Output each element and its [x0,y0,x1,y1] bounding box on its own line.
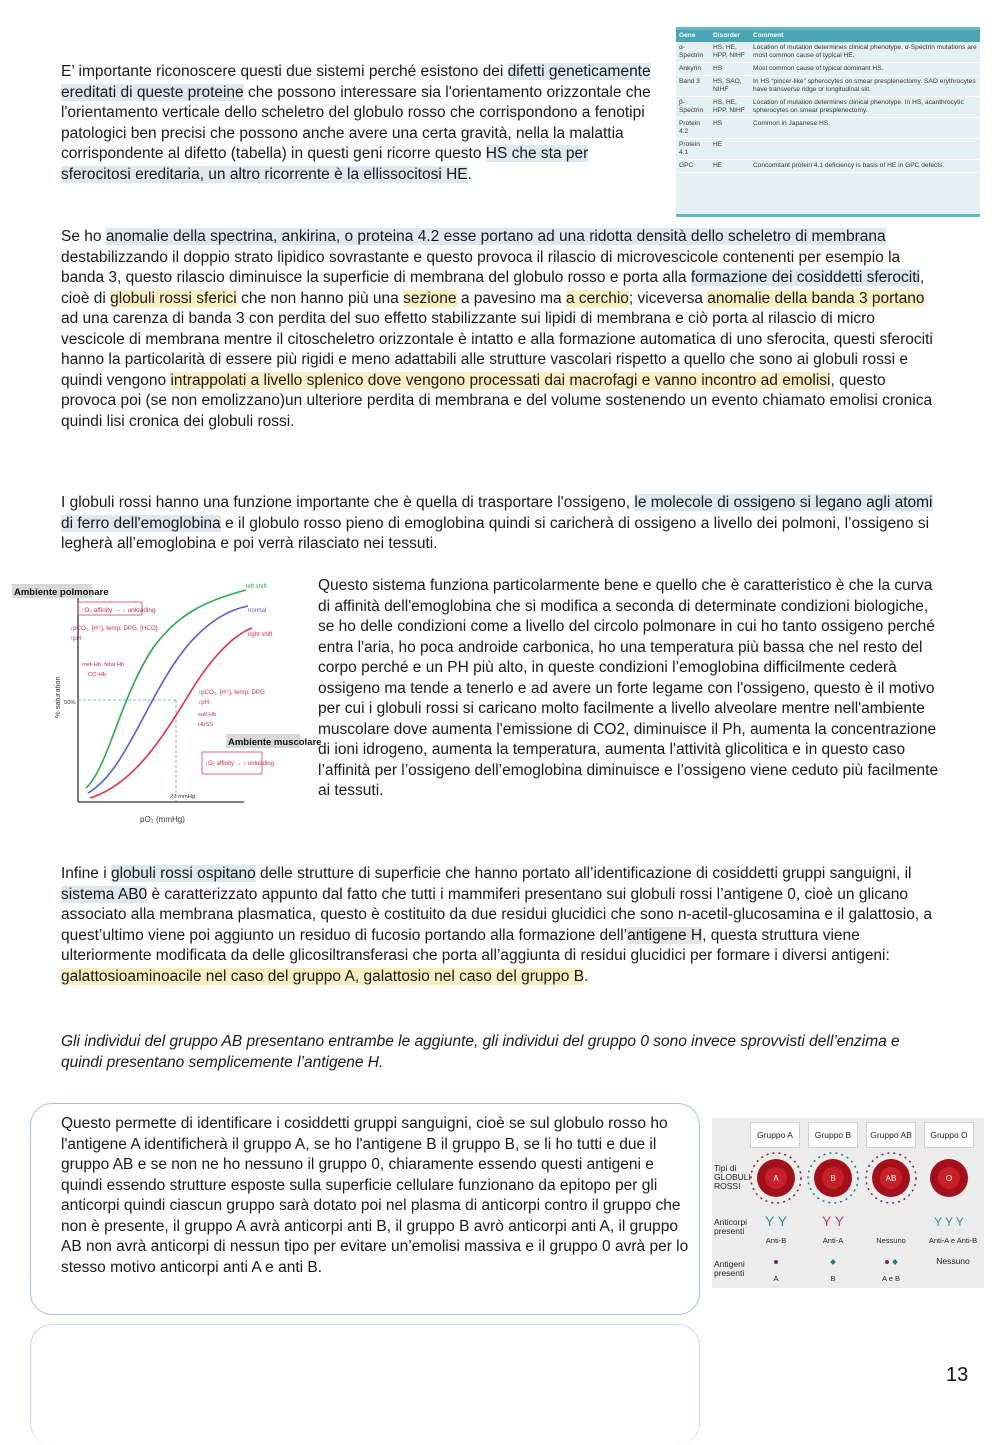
cell-label-b: B [830,1174,836,1183]
antigen-label-b: B [830,1274,836,1283]
table-row: α-Spectrin HS, HE, HPP, NIHF Location of mutation determines clinical phenotype. α-Spectrin mutations are most common cause of typical HE. [676,42,980,63]
antigen-label-o: Nessuno [936,1256,970,1266]
cell-label-a: A [773,1174,779,1183]
y-tick-50: 50% [64,700,76,706]
legend-normal: normal [248,608,267,614]
label-muscle: Ambiente muscolare [228,737,322,748]
red-cell-b [808,1153,858,1203]
x-tick-27: 27 mmHg [170,794,196,800]
page-number: 13 [946,1364,969,1386]
antibody-label-a: Anti-B [765,1236,787,1245]
cell-label-ab: AB [885,1174,897,1183]
paragraph-oxygen-transport: I globuli rossi hanno una funzione importante che è quella di trasportare l'ossigeno, le molecole di ossigeno si legano agli atomi di ferro dell'emoglobina e il globulo rosso pieno di emoglobina quindi si caricherà di ossigeno a livello dei polmoni, l’ossigeno si legherà all’emoglobina e poi verrà rilasciato nei tessuti. [61,494,933,552]
note-pulmonary-ph: ↑pH [70,635,82,642]
cell-label-o: O [945,1174,953,1183]
x-axis-label: pO₂ (mmHg) [140,815,185,824]
note-muscle-affinity: ↓O₂ affinity → ↑ unloading [205,761,274,767]
paragraph-spherocytes: Se ho anomalie della spectrina, ankirina, o proteina 4.2 esse portano ad una ridotta densità dello scheletro di membrana destabilizzando il doppio strato lipidico sovrastante e questo provoca il rilascio di microvescicole contenenti per esempio la banda 3, questo rilascio diminuisce la superficie di membrana del globulo rosso e porta alla formazione dei cosiddetti sferociti, cioè di globuli rossi sferici che non hanno più una sezione a pavesino ma a cerchio; viceversa anomalie della banda 3 portano ad una carenza di banda 3 con perdita del suo effetto stabilizzante sui lipidi di membrana e ciò porta al rilascio di micro vescicole di membrana mentre il citoscheletro orizzontale è intatto e alla formazione automatica di uno sferocita, questi sferociti hanno la particolarità di essere più rigidi e meno adattabili alle strutture vascolari rispetto a quello che sono ai globuli rossi e quindi vengono intrappolati a livello splenico dove vengono processati dai macrofagi e vanno incontro ad emolisi, questo provoca poi (se non emolizzano)un ulteriore perdita di membrana e del volume sostenendo un evento chiamato emolisi cronica quindi lisi cronica dei globuli rossi. [61,228,933,430]
legend-right-shift: right shift [248,632,273,638]
header-group-ab: Gruppo AB [866,1122,916,1148]
antibody-icon: Y Y [821,1213,845,1229]
note-pulmonary-hb: met-Hb, fetal Hb [82,662,125,668]
table-row: GPC HE Concomitant protein 4.1 deficiency is basis of HE in GPC defects. [676,160,980,173]
note-muscle-hbss: HbSS [198,722,214,728]
note-pulmonary-factors: ↓pCO₂, [H⁺], temp, DPG, [HCO] [70,625,158,632]
paragraph-group-identification: Questo permette di identificare i cosiddetti gruppi sanguigni, cioè se sul globulo rosso ho l'antigene A identificherà il gruppo A, se ho l'antigene B il gruppo B, se li ho tutti e due il gruppo AB e se non ne ho nessuno il gruppo 0, chiaramente essendo questi antigeni e quindi essendo strutture esposte sulla superficie cellulare funzionano da epitopo per gli anticorpi quindi ciascun gruppo sarà dotato poi nel plasma di anticorpi contro il gruppo che non è presente, il gruppo A avrà anticorpi anti B, il gruppo B avrò anticorpi anti A, il gruppo AB non avrà anticorpi di nessun tipo per evitare un’emolisi massiva e il gruppo 0 avrà per lo stesso motivo anticorpi anti A e anti B. [61,1115,689,1276]
antigen-label-ab: A e B [882,1274,900,1283]
paragraph-hs-defects: E’ importante riconoscere questi due sistemi perché esistono dei difetti geneticamente ereditati di queste proteine che possono interessare sia l'orientamento orizzontale che l'orientamento verticale dello scheletro del globulo rosso che corrispondono a fenotipi patologici ben precisi che possono anche avere una certa gravità, nella la malattia corrispondente al difetto (tabella) in questi geni ricorre questo HS che sta per sferocitosi ereditaria, un altro ricorrente è la ellissocitosi HE. [61,63,651,183]
y-axis-label: % saturation [53,676,62,718]
table-row: β-Spectrin HS, HE, HPP, NIHF Location of mutation determines clinical phenotype. In HS, acanthrocytic spherocytes on smear presplenectomy. [676,97,980,118]
note-muscle-sulf: sulf-Hb [198,712,217,718]
header-group-o: Gruppo O [924,1122,974,1148]
antibody-icon: Y Y [764,1213,788,1229]
table-header-disorder: Disorder [710,30,750,42]
table-row: Band 3 HS, SAO, NIHF In HS “pincer-like” spherocytes on smear presplenectomy. SAO erythrocytes have transverse ridge or longitudinal slit. [676,76,980,97]
antibody-label-ab: Nessuno [876,1236,906,1245]
header-group-a: Gruppo A [750,1122,800,1148]
note-pulmonary-affinity: ↑O₂ affinity → ↓ unloading [81,607,156,614]
table-header-gene: Gene [676,30,710,42]
legend-left-shift: left shift [246,584,267,590]
antigen-dot-a [774,1260,778,1264]
antibody-icon: Y Y Y [934,1215,964,1229]
gene-disorder-table [676,27,980,217]
antibody-label-o: Anti-A e Anti-B [928,1236,978,1245]
speech-bubble-empty [30,1324,700,1445]
red-cell-a [751,1153,801,1203]
curve-svg [8,578,322,834]
row-label-antibodies: Anticorpi presenti [714,1217,748,1236]
paragraph-affinity-curve: Questo sistema funziona particolarmente bene e quello che è caratteristico è che la curva di affinità dell'emoglobina che si modifica a seconda di determinate condizioni biologiche, se ho delle condizioni come a livello del circolo polmonare in cui ho tanto ossigeno perché entra l'aria, ho poca androide carbonica, ho una temperatura più bassa che nel resto del corpo perché e un PH più alto, in queste condizioni l’emoglobina difficilmente cederà ossigeno ma tende a tenerlo e ad avere un forte legame con l'ossigeno, questo è il motivo per cui i globuli rossi si caricano molto facilmente a livello alveolare mentre nell'ambiente muscolare dove aumenta l'emissione di CO2, diminuisce il Ph, aumenta la concentrazione di ioni idrogeno, aumenta la temperatura, aumenta l'attività glicolitica e in questo caso l’affinità per l’ossigeno dell’emoglobina diminuisce e l’ossigeno viene ceduto più facilmente ai tessuti. [318,577,939,799]
note-muscle-ph: ↓pH [198,699,210,706]
blood-group-figure [712,1118,984,1288]
table-row: Protein 4.2 HS Common in Japanese HS. [676,118,980,139]
row-label-antigens: Antigeni presenti [714,1259,745,1278]
paragraph-ab-zero: Gli individui del gruppo AB presentano entrambe le aggiunte, gli individui del gruppo 0 sono invece sprovvisti dell’enzima e quindi presentano semplicemente l’antigene H. [61,1033,900,1071]
table-row: Protein 4.1 HE [676,139,980,160]
paragraph-blood-groups: Infine i globuli rossi ospitano delle strutture di superficie che hanno portato all’identificazione di cosiddetti gruppi sanguigni, il sistema AB0 è caratterizzato appunto dal fatto che tutti i mammiferi presentano sui globuli rossi l’antigene 0, cioè un glicano associato alla membrana plasmatica, questo è costituito da due residui glucidici che sono n-acetil-glucosamina e il galattosio, a quest’ultimo viene poi aggiunto un residuo di fucosio portando alla formazione dell’antigene H, questa struttura viene ulteriormente modificata da delle glicosiltransferasi che porta all’aggiunta di residui glucidici per formare i diversi antigeni: galattosioaminoacile nel caso del gruppo A, galattosio nel caso del gruppo B. [61,865,933,985]
red-cell-ab [866,1153,916,1203]
antigen-dot-ab [885,1260,889,1264]
header-group-b: Gruppo B [808,1122,858,1148]
antigen-diamond-ab [892,1259,898,1265]
table-header-comment: Comment [750,30,980,42]
label-pulmonary: Ambiente polmonare [14,587,109,598]
oxygen-dissociation-curve-figure [8,578,322,834]
antigen-diamond-b [830,1259,836,1265]
antibody-label-b: Anti-A [822,1236,844,1245]
note-pulmonary-co: CO-Hb [88,672,107,678]
note-muscle-factors: ↑pCO₂, [H⁺], temp, DPG [198,689,265,696]
red-cell-o [930,1159,968,1197]
row-label-cell-types: Tipi di GLOBULI ROSSI [714,1163,751,1191]
antigen-label-a: A [773,1274,779,1283]
table-row: Ankyrin HS Most common cause of typical dominant HS. [676,63,980,76]
